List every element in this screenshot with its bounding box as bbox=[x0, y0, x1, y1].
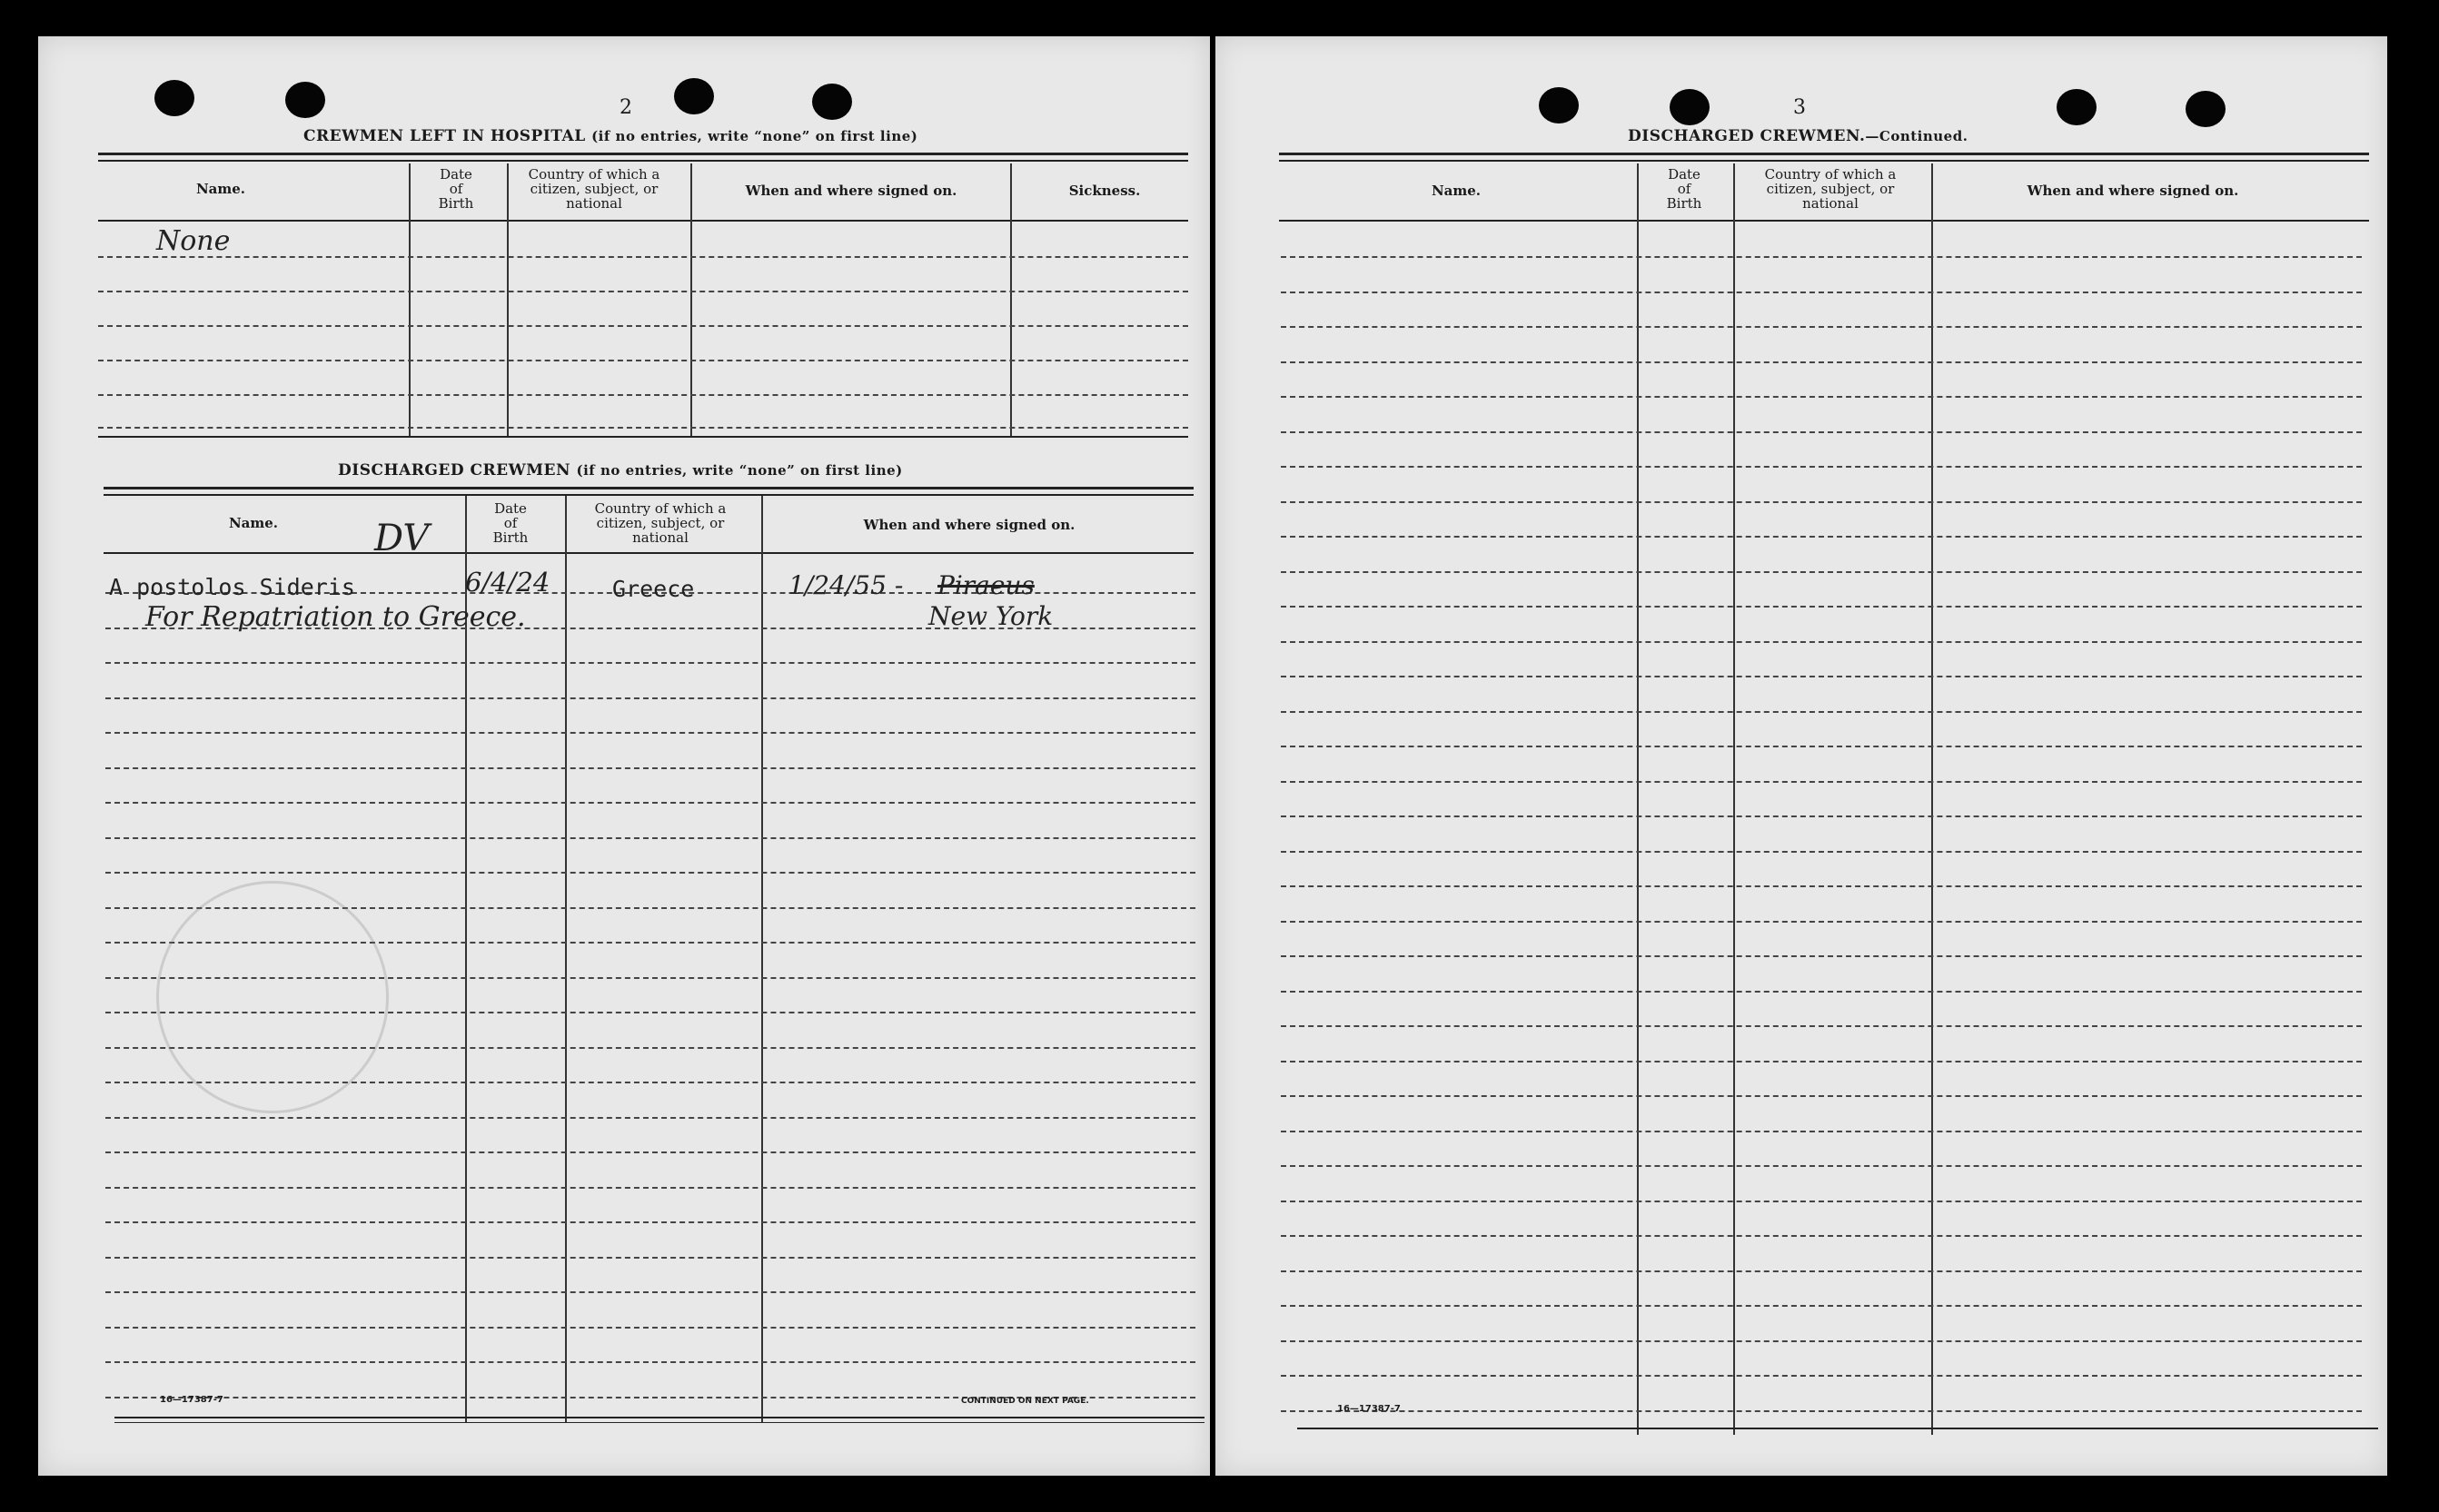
ruled-line bbox=[1281, 536, 2362, 538]
crew-signed-date: 1/24/55 - bbox=[788, 570, 904, 600]
ruled-line bbox=[1281, 815, 2362, 817]
ruled-line bbox=[1281, 466, 2362, 468]
crew-name: A postolos Sideris bbox=[109, 574, 355, 600]
ruled-line bbox=[1281, 1305, 2362, 1307]
col-header-country: Country of which a citizen, subject, or national bbox=[528, 166, 660, 212]
ruled-line bbox=[1281, 292, 2362, 293]
punch-hole bbox=[674, 78, 714, 114]
crew-signed-place: New York bbox=[928, 601, 1054, 631]
crew-signed-place-struck: Piraeus bbox=[937, 570, 1035, 600]
ruled-line bbox=[1281, 676, 2362, 677]
ruled-line bbox=[105, 697, 1195, 699]
col-header-signed: When and where signed on. bbox=[2027, 183, 2239, 199]
col-header-sickness: Sickness. bbox=[1068, 183, 1141, 199]
col-header-signed: When and where signed on. bbox=[745, 183, 957, 199]
crew-country: Greece bbox=[612, 576, 695, 602]
repatriation-note: For Repatriation to Greece. bbox=[145, 601, 526, 633]
continued-note: CONTINUED ON NEXT PAGE. bbox=[961, 1397, 1089, 1406]
page-number: 3 bbox=[1793, 96, 1806, 119]
ruled-line bbox=[105, 1291, 1195, 1293]
ruled-line bbox=[1281, 326, 2362, 328]
ruled-line bbox=[105, 732, 1195, 734]
col-header-country: Country of which a citizen, subject, or national bbox=[1764, 166, 1897, 212]
col-header-signed: When and where signed on. bbox=[863, 517, 1076, 533]
ruled-line bbox=[1281, 1235, 2362, 1237]
ruled-line bbox=[1281, 431, 2362, 433]
ruled-line bbox=[1281, 1131, 2362, 1132]
col-header-name: Name. bbox=[1431, 183, 1482, 199]
ruled-line bbox=[105, 872, 1195, 874]
ruled-line bbox=[1281, 396, 2362, 398]
discharged-continued-title: DISCHARGED CREWMEN.—Continued. bbox=[1628, 127, 1968, 145]
ruled-line bbox=[105, 662, 1195, 664]
ruled-line bbox=[105, 1327, 1195, 1329]
col-header-dob: Date of Birth bbox=[438, 166, 474, 212]
left-page bbox=[38, 36, 1210, 1476]
punch-hole bbox=[812, 84, 852, 120]
ruled-line bbox=[1281, 921, 2362, 923]
ruled-line bbox=[105, 1117, 1195, 1119]
col-header-name: Name. bbox=[195, 181, 246, 197]
ruled-line bbox=[1281, 1061, 2362, 1062]
ruled-line bbox=[1281, 641, 2362, 643]
initials: DV bbox=[374, 518, 430, 559]
ruled-line bbox=[1281, 746, 2362, 747]
discharged-section-title: DISCHARGED CREWMEN (if no entries, write “none” on first line) bbox=[338, 461, 903, 479]
col-header-name: Name. bbox=[228, 515, 279, 531]
ruled-line bbox=[1281, 1375, 2362, 1377]
hospital-section-title: CREWMEN LEFT IN HOSPITAL (if no entries, write “none” on first line) bbox=[303, 127, 918, 145]
ruled-line bbox=[1281, 711, 2362, 713]
col-header-dob: Date of Birth bbox=[492, 500, 529, 546]
ruled-line bbox=[1281, 851, 2362, 853]
ruled-line bbox=[1281, 955, 2362, 957]
ruled-line bbox=[105, 1361, 1195, 1363]
ruled-line bbox=[1281, 991, 2362, 993]
ruled-line bbox=[1281, 571, 2362, 573]
faded-stamp bbox=[156, 881, 389, 1113]
ruled-line bbox=[1281, 1270, 2362, 1272]
ruled-line bbox=[1281, 1025, 2362, 1027]
ruled-line bbox=[105, 1187, 1195, 1189]
ruled-line bbox=[105, 1257, 1195, 1259]
ruled-line bbox=[1281, 501, 2362, 503]
col-header-dob: Date of Birth bbox=[1666, 166, 1702, 212]
right-page bbox=[1215, 36, 2387, 1476]
form-number: 16—17387-7 bbox=[1337, 1404, 1401, 1414]
punch-hole bbox=[2057, 89, 2097, 125]
punch-hole bbox=[2186, 91, 2226, 127]
col-header-country: Country of which a citizen, subject, or national bbox=[594, 500, 727, 546]
ruled-line bbox=[1281, 1095, 2362, 1097]
ruled-line bbox=[1281, 256, 2362, 258]
ruled-line bbox=[1281, 606, 2362, 608]
ruled-line bbox=[1281, 1410, 2362, 1412]
ruled-line bbox=[1281, 1165, 2362, 1167]
ruled-line bbox=[105, 1151, 1195, 1153]
punch-hole bbox=[1670, 89, 1710, 125]
ruled-line bbox=[1281, 781, 2362, 783]
hospital-entry: None bbox=[156, 225, 231, 257]
form-number: 16—17387-7 bbox=[160, 1395, 223, 1405]
ruled-line bbox=[105, 1221, 1195, 1223]
ruled-line bbox=[1281, 1340, 2362, 1342]
ruled-line bbox=[105, 837, 1195, 839]
punch-hole bbox=[154, 80, 194, 116]
ruled-line bbox=[105, 767, 1195, 769]
ruled-line bbox=[1281, 1201, 2362, 1202]
ruled-line bbox=[105, 802, 1195, 804]
crew-dob: 6/4/24 bbox=[465, 567, 550, 598]
punch-hole bbox=[1539, 87, 1579, 124]
ruled-line bbox=[1281, 361, 2362, 363]
punch-hole bbox=[285, 82, 325, 118]
ruled-line bbox=[1281, 885, 2362, 887]
page-number: 2 bbox=[620, 96, 632, 119]
